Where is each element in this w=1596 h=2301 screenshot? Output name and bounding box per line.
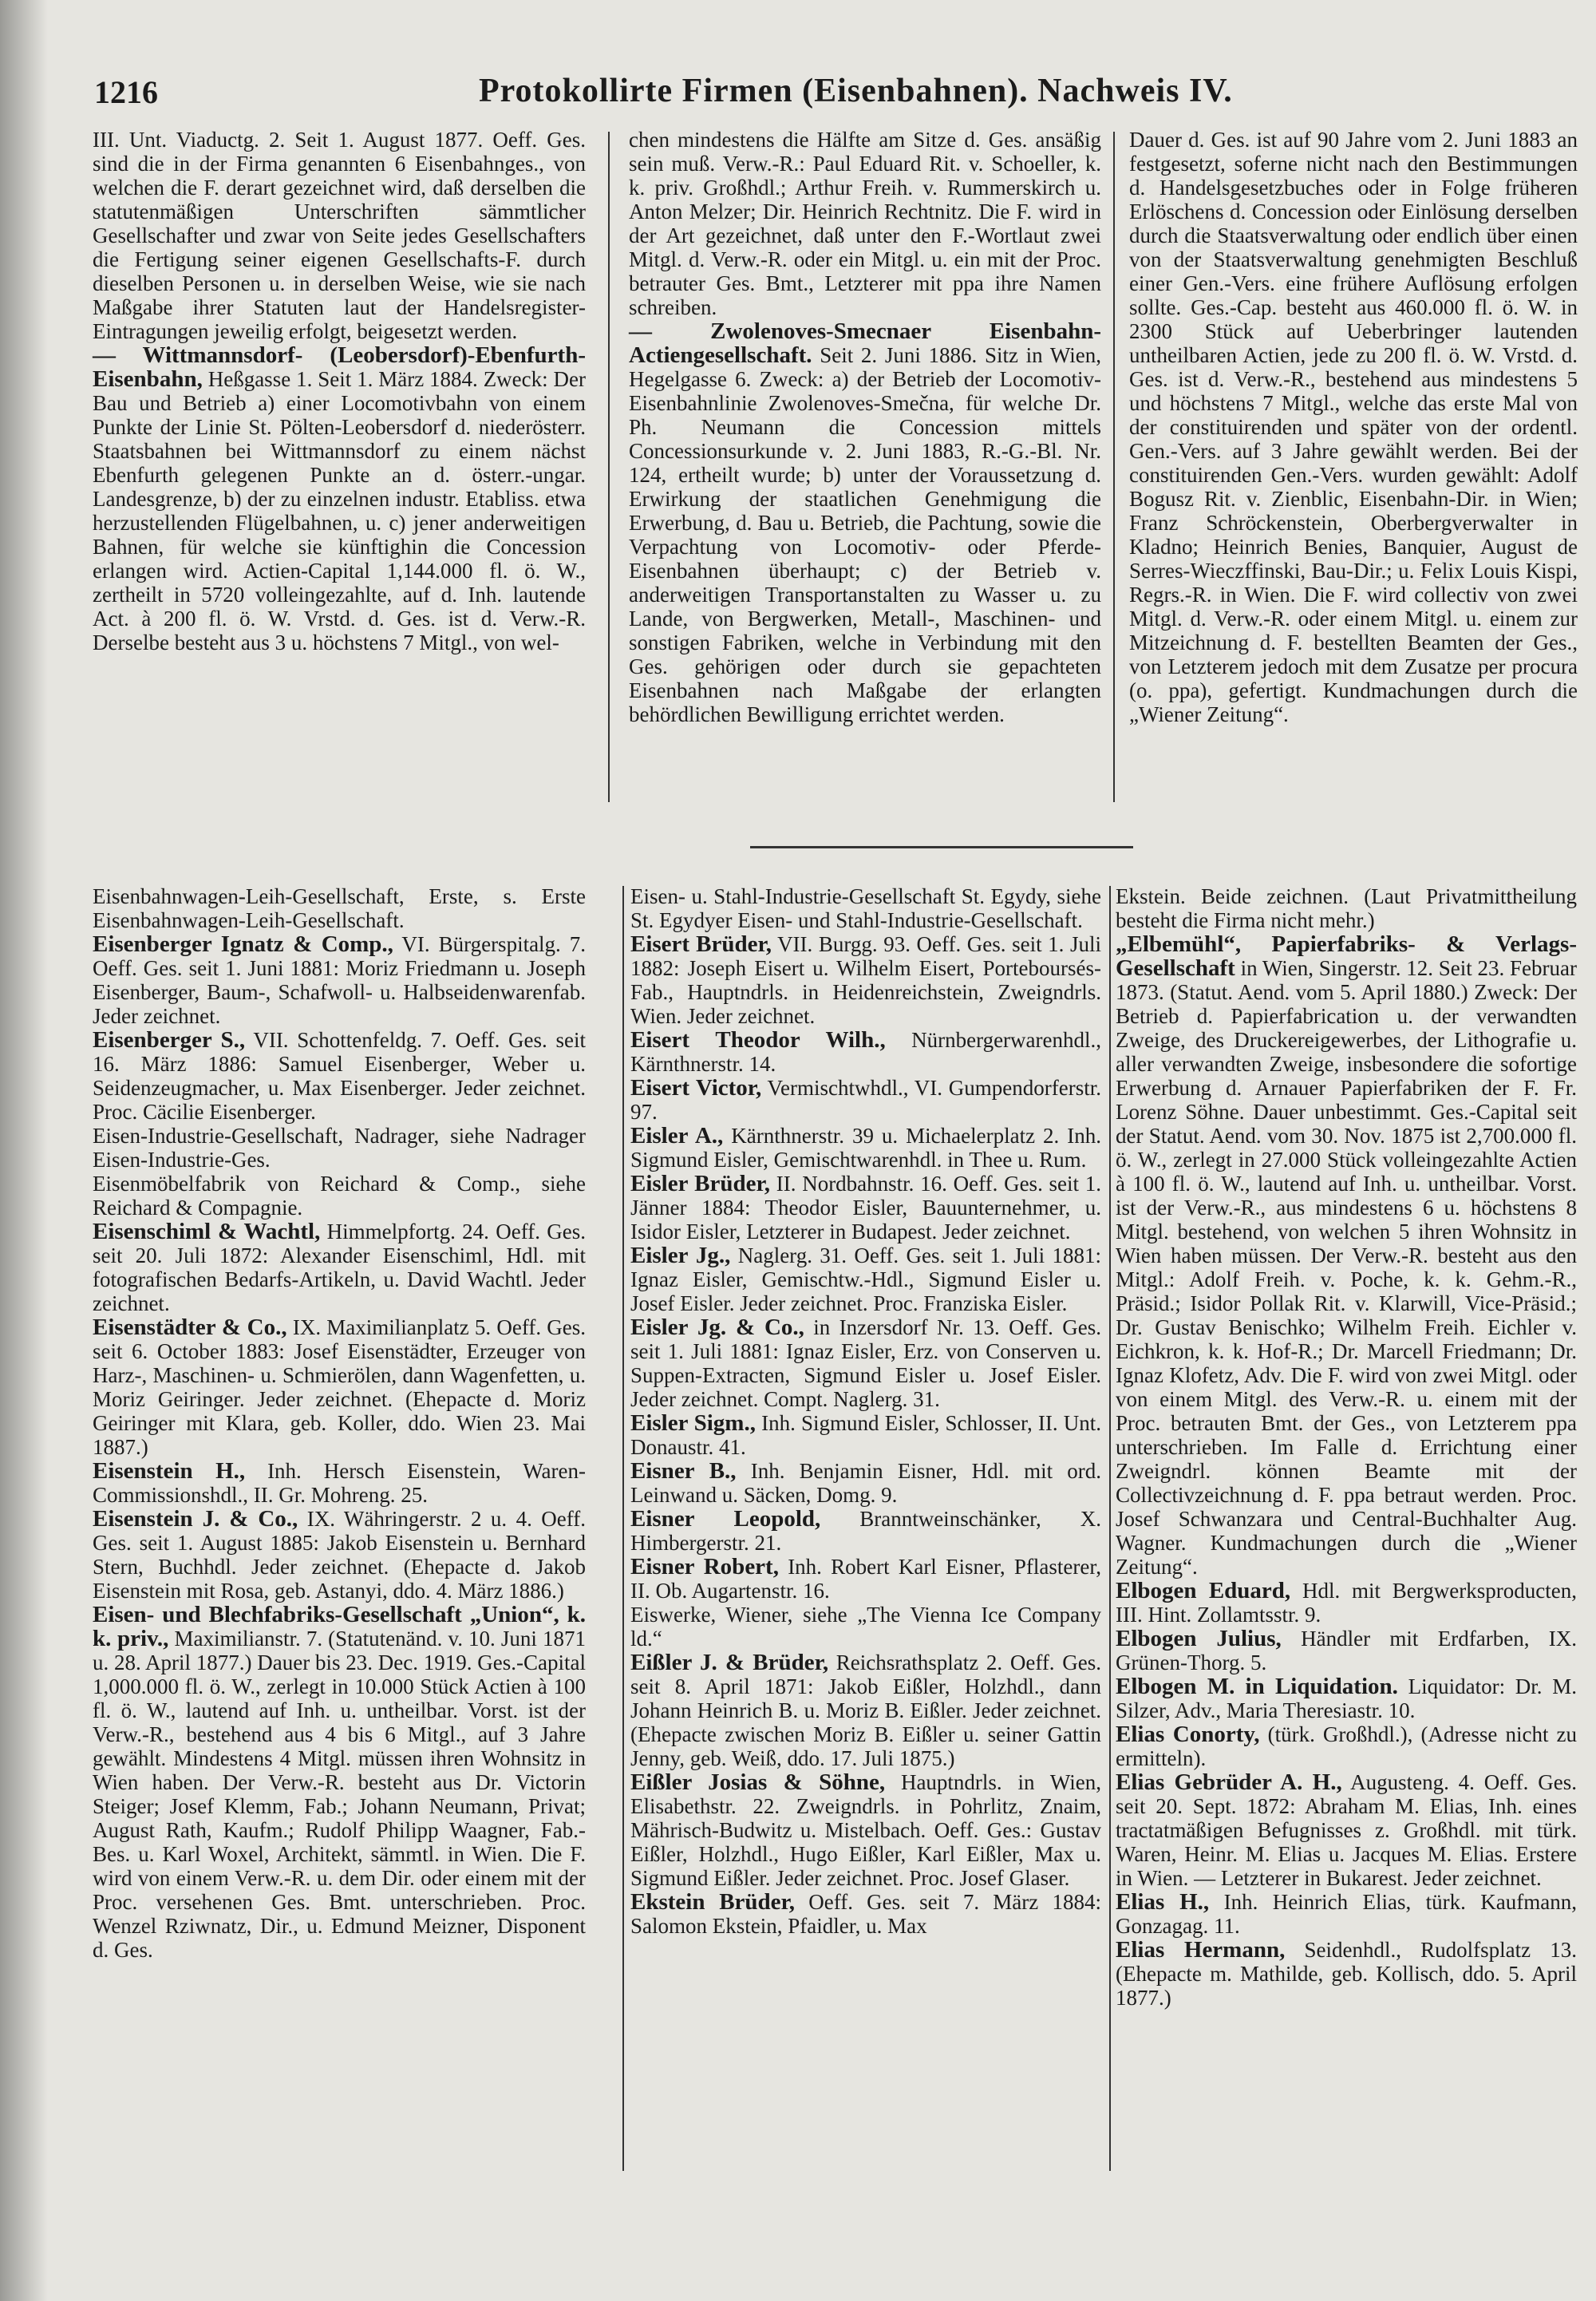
top-right-column (1129, 128, 1578, 726)
directory-entry (630, 1124, 1101, 1172)
entry-text: Heßgasse 1. Seit 1. März 1884. Zweck: Der Bau und Betrieb a) einer Locomotivbahn von einem Punkte der Linie St. Pölten-Leobersdorf d. niederösterr. Staatsbahnen bei Wittmannsdorf zu einem nächst Ebenfurth gelegenen Punkte an d. österr.-ungar. Landesgrenze, b) der zu einzelnen industr. Etabliss. etwa herzustellenden Flügelbahnen, u. c) jener anderweitigen Bahnen, für welche sie künftighin die Concession erlangen wird. Actien-Capital 1,144.000 fl. ö. W., zertheilt in 5720 volleingezahlte, auf d. Inh. lautende Act. à 200 fl. ö. W. Vrstd. d. Ges. ist d. Verw.-R. Derselbe besteht aus 3 u. höchstens 7 Mitgl., von wel- (93, 367, 587, 654)
entry-heading: Elias Gebrüder A. H., (1116, 1769, 1342, 1795)
directory-entry (630, 1076, 1101, 1124)
entry-text: Hdl. mit Bergwerksproducten, III. Hint. Zollamtsstr. 9. (1116, 1579, 1577, 1627)
directory-entry (630, 1243, 1101, 1315)
directory-entry (630, 1172, 1101, 1243)
entry-text: Reichsrathsplatz 2. Oeff. Ges. seit 8. April 1871: Jakob Eißler, Holzhdl., dann Johann Heinrich B. u. Moriz B. Eißler. Jeder zeichnet. (Ehepacte zwischen Moriz B. Eißler u. seiner Gattin Jenny, geb. Weiß, ddo. 17. Juli 1875.) (630, 1651, 1101, 1770)
directory-entry (93, 1603, 586, 1962)
directory-entry (93, 1459, 586, 1507)
page-title: Protokollirte Firmen (Eisenbahnen). Nachweis IV. (479, 73, 1233, 109)
bottom-middle-column (630, 884, 1101, 1938)
directory-entry (630, 1555, 1101, 1603)
entry-heading: Eisner Robert, (630, 1554, 779, 1579)
directory-entry (630, 1315, 1101, 1411)
entry-text: Naglerg. 31. Oeff. Ges. seit 1. Juli 1881: Ignaz Eisler, Gemischtw.-Hdl., Sigmund Eisler u. Josef Eisler. Jeder zeichnet. Proc. Franziska Eisler. (630, 1243, 1102, 1315)
directory-entry (93, 343, 586, 654)
entry-text: Oeff. Ges. seit 7. März 1884: Salomon Ekstein, Pfaidler, u. Max (630, 1890, 1101, 1938)
entry-text: Ekstein. Beide zeichnen. (Laut Privatmittheilung besteht die Firma nicht mehr.) (1116, 884, 1577, 932)
directory-entry (93, 1172, 586, 1220)
entry-text: Inh. Benjamin Eisner, Hdl. mit ord. Leinwand u. Säcken, Domg. 9. (630, 1459, 1101, 1507)
entry-heading: — Zwolenoves-Smecnaer Eisenbahn-Actiengesellschaft. (629, 318, 1101, 368)
entry-text: VII. Burgg. 93. Oeff. Ges. seit 1. Juli 1882: Joseph Eisert u. Wilhelm Eisert, Porteboursés-Fab., Hauptndrls. in Heidenreichstein, Zweigndrls. Wien. Jeder zeichnet. (630, 932, 1102, 1028)
entry-text: Maximilianstr. 7. (Statutenänd. v. 10. Juni 1871 u. 28. April 1877.) Dauer bis 23. Dec. 1919. Ges.-Capital 1,000.000 fl. ö. W., zerlegt in 10.000 Stück Actien à 100 fl. ö. W., lautend auf Inh. u. untheilbar. Vorst. ist der Verw.-R., bestehend aus 4 bis 6 Mitgl., auf 3 Jahre gewählt. Mindestens 4 Mitgl. müssen ihren Wohnsitz in Wien haben. Der Verw.-R. besteht aus Dr. Victorin Steiger; Josef Klemm, Fab.; Johann Neumann, Privat; August Rath, Kaufm.; Rudolf Philipp Waagner, Fab.-Bes. u. Karl Woxel, Architekt, sämmtl. in Wien. Die F. wird von einem Verw.-R. u. dem Dir. oder einem mit der Proc. versehenen Ges. Bmt. unterschrieben. Proc. Wenzel Rziwnatz, Dir., u. Edmund Meizner, Disponent d. Ges. (93, 1627, 586, 1962)
entry-heading: Eisner Leopold, (630, 1506, 821, 1532)
column-divider (1109, 886, 1111, 2171)
entry-text: Inh. Robert Karl Eisner, Pflasterer, II. Ob. Augartenstr. 16. (630, 1555, 1101, 1603)
bottom-right-column (1116, 884, 1577, 2010)
directory-entry (1116, 1579, 1577, 1627)
directory-entry (629, 319, 1101, 726)
entry-text: Kärnthnerstr. 39 u. Michaelerplatz 2. Inh. Sigmund Eisler, Gemischtwarenhdl. in Thee u. Rum. (630, 1124, 1102, 1172)
directory-entry (629, 128, 1101, 319)
directory-entry (630, 932, 1101, 1028)
column-divider (608, 132, 610, 802)
entry-text: Hauptndrls. in Wien, Elisabethstr. 22. Zweigndrls. in Pohrlitz, Znaim, Mährisch-Budwitz u. Mistelbach. Oeff. Ges.: Gustav Eißler, Holzhdl., Hugo Eißler, Karl Eißler, Max u. Sigmund Eißler. Jeder zeichnet. Proc. Josef Glaser. (630, 1770, 1102, 1890)
directory-entry (93, 1315, 586, 1459)
entry-text: Seidenhdl., Rudolfsplatz 13. (Ehepacte m. Mathilde, geb. Kollisch, ddo. 5. April 1877.) (1116, 1938, 1577, 2010)
entry-text: Augusteng. 4. Oeff. Ges. seit 20. Sept. 1872: Abraham M. Elias, Inh. eines tractatmäßigen Befugnisses z. Großhdl. mit türk. Waren, Heinr. M. Elias u. Jacques M. Elias. Erstere in Wien. — Letzterer in Bukarest. Jeder zeichnet. (1116, 1770, 1577, 1890)
entry-text: Liquidator: Dr. M. Silzer, Adv., Maria Theresiastr. 10. (1116, 1674, 1578, 1722)
directory-entry (1116, 1938, 1577, 2010)
entry-heading: Eisenstädter & Co., (93, 1315, 287, 1340)
entry-text: Seit 2. Juni 1886. Sitz in Wien, Hegelgasse 6. Zweck: a) der Betrieb der Locomotiv-Eisenbahnlinie Zwolenoves-Smečna, für welche Dr. Ph. Neumann die Concession mittels Concessionsurkunde v. 2. Juni 1883, R.-G.-Bl. Nr. 124, ertheilt wurde; b) unter der Voraussetzung d. Erwirkung der staatlichen Genehmigung die Erwerbung, d. Bau u. Betrieb, die Pachtung, sowie die Verpachtung von Locomotiv- oder Pferde-Eisenbahnen überhaupt; c) der Betrieb v. anderweitigen Transportanstalten zu Wasser u. zu Lande, von Bergwerken, Metall-, Maschinen- und sonstigen Fabriken, welche in Verbindung mit den Ges. gehörigen oder durch sie gepachteten Eisenbahnen nach Maßgabe der erlangten behördlichen Bewilligung errichtet werden. (629, 343, 1101, 726)
directory-entry (630, 1028, 1101, 1076)
top-middle-column (629, 128, 1101, 726)
entry-text: Inh. Sigmund Eisler, Schlosser, II. Unt. Donaustr. 41. (630, 1411, 1101, 1459)
directory-entry (630, 1770, 1101, 1890)
entry-text: chen mindestens die Hälfte am Sitze d. Ges. ansäßig sein muß. Verw.-R.: Paul Eduard Rit. v. Schoeller, k. k. priv. Großhdl.; Arthur Freih. v. Rummerskirch u. Anton Melzer; Dir. Heinrich Rechtnitz. Die F. wird in der Art gezeichnet, daß unter den F.-Wortlaut zwei Mitgl. d. Verw.-R. oder ein Mitgl. u. ein mit der Proc. betrauter Ges. Bmt., Letzterer mit ppa ihre Namen schreiben. (629, 128, 1101, 319)
entry-text: II. Nordbahnstr. 16. Oeff. Ges. seit 1. Jänner 1884: Theodor Eisler, Bauunternehmer, u. Isidor Eisler, Letzterer in Budapest. Jeder zeichnet. (630, 1172, 1102, 1243)
entry-text: Eisen- u. Stahl-Industrie-Gesellschaft St. Egydy, siehe St. Egydyer Eisen- und Stahl-Industrie-Gesellschaft. (630, 884, 1101, 932)
entry-heading: Ekstein Brüder, (630, 1889, 795, 1915)
entry-heading: Eißler Josias & Söhne, (630, 1769, 886, 1795)
entry-text: VI. Bürgerspitalg. 7. Oeff. Ges. seit 1. Juni 1881: Moriz Friedmann u. Joseph Eisenberger, Baum-, Schafwoll- u. Halbseidenwarenfab. Jeder zeichnet. (93, 932, 586, 1028)
entry-text: Vermischtwhdl., VI. Gumpendorferstr. 97. (630, 1076, 1101, 1124)
entry-text: Eisenmöbelfabrik von Reichard & Comp., siehe Reichard & Compagnie. (93, 1172, 586, 1220)
entry-text: Dauer d. Ges. ist auf 90 Jahre vom 2. Juni 1883 an festgesetzt, soferne nicht nach den Bestimmungen d. Handelsgesetzbuches oder in Folge früheren Erlöschens d. Concession oder Einlösung derselben durch die Staatsverwaltung oder endlich über einen von der Staatsverwaltung genehmigten Beschluß einer Gen.-Vers. eine frühere Auflösung erfolgen sollte. Ges.-Cap. besteht aus 460.000 fl. ö. W. in 2300 Stück auf Ueberbringer lautenden untheilbaren Actien, jede zu 200 fl. ö. W. Vrstd. d. Ges. ist d. Verw.-R., bestehend aus mindestens 5 und höchstens 7 Mitgl., welche das erste Mal von der constituirenden und später von der ordentl. Gen.-Vers. auf 3 Jahre gewählt werden. Bei der constituirenden Gen.-Vers. wurden gewählt: Adolf Bogusz Rit. v. Zienblic, Eisenbahn-Dir. in Wien; Franz Schröckenstein, Oberbergverwalter in Kladno; Heinrich Benies, Banquier, August de Serres-Wieczffinski, Bau-Dir.; u. Felix Louis Kispi, Regrs.-R. in Wien. Die F. wird collectiv von zwei Mitgl. d. Verw.-R. oder einem Mitgl. u. einem zur Mitzeichnung d. F. bestellten Beamten der Ges., von Letzterem jedoch mit dem Zusatze per procura (o. ppa), gefertigt. Kundmachungen durch die „Wiener Zeitung“. (1129, 128, 1578, 726)
top-left-column (93, 128, 586, 654)
entry-text: III. Unt. Viaductg. 2. Seit 1. August 1877. Oeff. Ges. sind die in der Firma genannten 6 Eisenbahnges., von welchen die F. derart gezeichnet wird, daß derselben die statutenmäßigen Unterschriften sämmtlicher Gesellschafter und zwar von Seite jedes Gesellschafters die Fertigung seiner eigenen Gesellschafts-F. durch dieselben Personen u. in derselben Weise, wie sie nach Maßgabe ihrer Statuten laut der Handelsregister-Eintragungen jeweilig erfolgt, beigesetzt werden. (93, 128, 586, 343)
entry-heading: Elias Hermann, (1116, 1937, 1286, 1963)
entry-heading: „Elbemühl“, Papierfabriks- & Verlags-Gesellschaft (1116, 931, 1577, 981)
entry-text: IX. Währingerstr. 2 u. 4. Oeff. Ges. seit 1. August 1885: Jakob Eisenstein u. Bernhard Stern, Buchhdl. Jeder zeichnet. (Ehepacte d. Jakob Eisenstein mit Rosa, geb. Astanyi, ddo. 4. März 1886.) (93, 1507, 586, 1603)
entry-heading: Eisler A., (630, 1123, 724, 1149)
entry-heading: Eisenstein H., (93, 1458, 246, 1484)
directory-entry (630, 1890, 1101, 1938)
entry-text: Eiswerke, Wiener, siehe „The Vienna Ice Company ld.“ (630, 1603, 1101, 1651)
entry-heading: Eisler Jg., (630, 1243, 731, 1268)
directory-entry (1116, 1770, 1577, 1890)
directory-entry (630, 1603, 1101, 1651)
entry-heading: Eisenschiml & Wachtl, (93, 1219, 321, 1244)
directory-entry (93, 1028, 586, 1124)
directory-entry (630, 1411, 1101, 1459)
scan-shadow (0, 0, 48, 2301)
entry-text: in Inzersdorf Nr. 13. Oeff. Ges. seit 1. Juli 1881: Ignaz Eisler, Erz. von Conserven u. Suppen-Extracten, Sigmund Eisler u. Josef Eisler. Jeder zeichnet. Compt. Naglerg. 31. (630, 1315, 1102, 1411)
entry-text: IX. Maximilianplatz 5. Oeff. Ges. seit 6. October 1883: Josef Eisenstädter, Erzeuger von Harz-, Maschinen- u. Schmierölen, dann Wagenfetten, u. Moriz Geiringer. Jeder zeichnet. (Ehepacte d. Moriz Geiringer mit Klara, geb. Koller, ddo. Wien 23. Mai 1887.) (93, 1315, 587, 1459)
entry-heading: Eisler Jg. & Co., (630, 1315, 804, 1340)
entry-heading: Eißler J. & Brüder, (630, 1650, 829, 1675)
entry-heading: Elias Conorty, (1116, 1722, 1260, 1747)
entry-text: Inh. Hersch Eisenstein, Waren-Commissionshdl., II. Gr. Mohreng. 25. (93, 1459, 586, 1507)
entry-heading: Eisen- und Blechfabriks-Gesellschaft „Union“, k. k. priv., (93, 1602, 586, 1651)
entry-text: Branntweinschänker, X. Himbergerstr. 21. (630, 1507, 1102, 1555)
entry-text: Himmelpfortg. 24. Oeff. Ges. seit 20. Juli 1872: Alexander Eisenschiml, Hdl. mit fotografischen Bedarfs-Artikeln, u. David Wachtl. Jeder zeichnet. (93, 1220, 586, 1315)
directory-entry (1116, 1890, 1577, 1938)
directory-entry (93, 1124, 586, 1172)
section-divider (750, 846, 1133, 848)
entry-text: in Wien, Singerstr. 12. Seit 23. Februar 1873. (Statut. Aend. vom 5. April 1880.) Zweck: Der Betrieb d. Papierfabrication u. der verwandten Zweige, des Druckereigewerbes, der Lithografie u. aller verwandten Zweige, insbesondere die sofortige Erwerbung d. Arnauer Papierfabriken der F. Fr. Lorenz Söhne. Dauer unbestimmt. Ges.-Capital seit der Statut. Aend. vom 30. Nov. 1875 ist 2,700.000 fl. ö. W., zerlegt in 27.000 Stück volleingezahlte Actien à 100 fl. ö. W., lautend auf Inh. u. untheilbar. Vorst. ist der Verw.-R., aus mindestens 6 u. höchstens 8 Mitgl. bestehend, von welchen 5 ihren Wohnsitz in Wien haben müssen. Der Verw.-R. besteht aus den Mitgl.: Adolf Freih. v. Poche, k. k. Gehm.-R., Präsid.; Isidor Pollak Rit. v. Klarwill, Vice-Präsid.; Dr. Gustav Benischko; Wilhelm Freih. Eichler v. Eichkron, k. k. Hof-R.; Dr. Marcell Friedmann; Dr. Ignaz Klofetz, Adv. Die F. wird von zwei Mitgl. oder von einem Mitgl. des Verw.-R. u. einem mit der Proc. betrauten Bmt. der Ges., von Letzterem ppa unterschrieben. Im Falle d. Errichtung einer Zweigndrl. können Beamte mit der Collectivzeichnung d. F. ppa betraut werden. Proc. Josef Schwanzara und Central-Buchhalter Aug. Wagner. Kundmachungen durch die „Wiener Zeitung“. (1116, 956, 1578, 1579)
bottom-left-column (93, 884, 586, 1962)
entry-heading: Eisenberger Ignatz & Comp., (93, 931, 393, 957)
directory-entry (630, 884, 1101, 932)
entry-heading: — Wittmannsdorf- (Leobersdorf)-Ebenfurth-Eisenbahn, (93, 342, 586, 392)
entry-heading: Eisner B., (630, 1458, 737, 1484)
entry-text: (türk. Großhdl.), (Adresse nicht zu ermitteln). (1116, 1722, 1578, 1770)
entry-heading: Eisert Theodor Wilh., (630, 1027, 886, 1053)
entry-text: VII. Schottenfeldg. 7. Oeff. Ges. seit 16. März 1886: Samuel Eisenberger, Weber u. Seidenzeugmacher, u. Max Eisenberger. Jeder zeichnet. Proc. Cäcilie Eisenberger. (93, 1028, 586, 1124)
entry-text: Eisenbahnwagen-Leih-Gesellschaft, Erste, s. Erste Eisenbahnwagen-Leih-Gesellschaft. (93, 884, 586, 932)
entry-text: Nürnbergerwarenhdl., Kärnthnerstr. 14. (630, 1028, 1102, 1076)
directory-entry (1116, 932, 1577, 1579)
column-divider (1113, 132, 1115, 802)
entry-heading: Eisenstein J. & Co., (93, 1506, 298, 1532)
directory-entry (93, 932, 586, 1028)
directory-entry (93, 884, 586, 932)
entry-heading: Elbogen Julius, (1116, 1626, 1282, 1651)
directory-entry (93, 128, 586, 343)
page-number: 1216 (94, 74, 158, 110)
entry-text: Inh. Heinrich Elias, türk. Kaufmann, Gonzagag. 11. (1116, 1890, 1577, 1938)
entry-heading: Eisenberger S., (93, 1027, 246, 1053)
entry-heading: Eisler Sigm., (630, 1410, 756, 1436)
entry-text: Händler mit Erdfarben, IX. Grünen-Thorg. 5. (1116, 1627, 1578, 1674)
directory-entry (1116, 884, 1577, 932)
entry-heading: Eisert Brüder, (630, 931, 772, 957)
directory-entry (1116, 1722, 1577, 1770)
entry-text: Eisen-Industrie-Gesellschaft, Nadrager, siehe Nadrager Eisen-Industrie-Ges. (93, 1124, 586, 1172)
entry-heading: Elbogen M. in Liquidation. (1116, 1674, 1398, 1699)
directory-entry (93, 1507, 586, 1603)
directory-entry (1129, 128, 1578, 726)
directory-entry (630, 1459, 1101, 1507)
directory-entry (1116, 1674, 1577, 1722)
directory-entry (1116, 1627, 1577, 1674)
entry-heading: Eisert Victor, (630, 1075, 762, 1101)
entry-heading: Elias H., (1116, 1889, 1210, 1915)
entry-heading: Eisler Brüder, (630, 1171, 770, 1196)
directory-entry (630, 1507, 1101, 1555)
directory-entry (630, 1651, 1101, 1770)
column-divider (622, 886, 624, 2171)
directory-entry (93, 1220, 586, 1315)
entry-heading: Elbogen Eduard, (1116, 1578, 1291, 1603)
